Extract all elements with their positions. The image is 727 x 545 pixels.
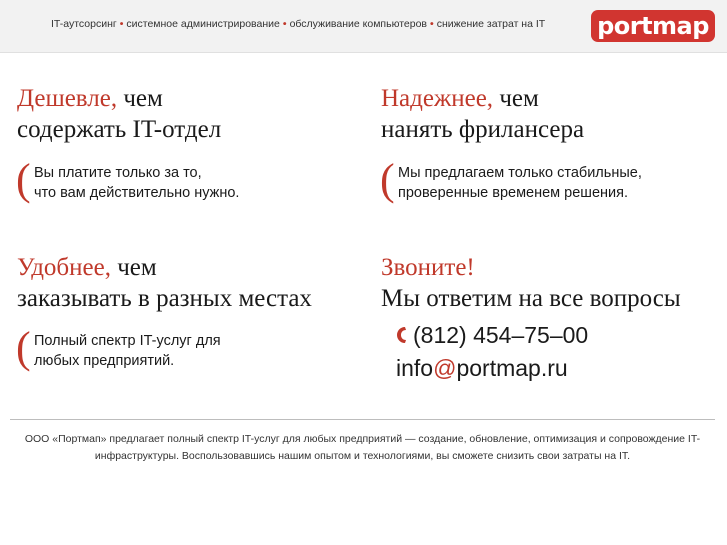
phone-icon — [396, 326, 408, 344]
note-line: что вам действительно нужно. — [34, 185, 240, 201]
contact-block — [381, 252, 681, 314]
benefit-note — [398, 163, 642, 203]
divider — [10, 419, 715, 420]
service-item: снижение затрат на IT — [436, 18, 546, 30]
service-item: обслуживание компьютеров — [289, 18, 428, 30]
email-domain: portmap.ru — [456, 355, 568, 381]
email-at: @ — [433, 355, 457, 381]
headline-line2: содержать IT-отдел — [17, 116, 222, 143]
benefit-headline — [17, 252, 312, 314]
note-line: Полный спектр IT-услуг для — [34, 333, 221, 349]
bracket-icon: ( — [16, 323, 31, 372]
service-item: IT-аутсорсинг — [51, 18, 117, 30]
bracket-icon: ( — [380, 155, 395, 204]
benefit-note — [34, 331, 221, 371]
headline-accent: Удобнее, — [17, 254, 111, 281]
headline-rest: чем — [110, 254, 157, 281]
logo-text: portmap — [597, 12, 709, 40]
bullet-separator: • — [119, 18, 124, 30]
headline-accent: Дешевле, — [17, 85, 118, 112]
contact-headline — [381, 252, 681, 314]
headline-rest: чем — [493, 85, 539, 112]
benefit-convenient — [17, 252, 312, 314]
headline-accent: Звоните! — [381, 254, 475, 281]
bullet-separator: • — [430, 18, 434, 30]
email-user: info — [396, 355, 434, 381]
benefit-headline — [17, 83, 221, 145]
service-item: системное администрирование — [126, 18, 280, 30]
note-line: проверенные временем решения. — [398, 185, 628, 201]
headline-line2: заказывать в разных местах — [17, 285, 312, 312]
email-link[interactable] — [396, 354, 568, 382]
note-line: Мы предлагаем только стабильные, — [398, 165, 642, 181]
note-line: любых предприятий. — [34, 353, 175, 369]
benefit-reliable — [381, 83, 584, 145]
services-list — [51, 18, 545, 30]
headline-line2: Мы ответим на все вопросы — [381, 285, 681, 312]
bullet-separator: • — [282, 18, 287, 30]
top-bar — [0, 0, 727, 53]
footer-text: ООО «Портмап» предлагает полный спектр IT-услуг для любых предприятий — создание, обновление, оптимизация и сопровождение IT-инфраструктуры. Воспользовавшись нашим опытом и технологиями, вы сможете снизить свои затраты на IT. — [24, 433, 701, 462]
note-line: Вы платите только за то, — [34, 165, 202, 181]
headline-rest: чем — [117, 85, 163, 112]
portmap-logo[interactable] — [591, 10, 715, 42]
bracket-icon: ( — [16, 155, 31, 204]
benefit-note — [34, 163, 239, 203]
headline-accent: Надежнее, — [381, 85, 494, 112]
headline-line2: нанять фрилансера — [381, 116, 585, 143]
benefit-headline — [381, 83, 584, 145]
benefit-cheaper — [17, 83, 221, 145]
phone-number[interactable]: (812) 454–75–00 — [413, 322, 589, 348]
